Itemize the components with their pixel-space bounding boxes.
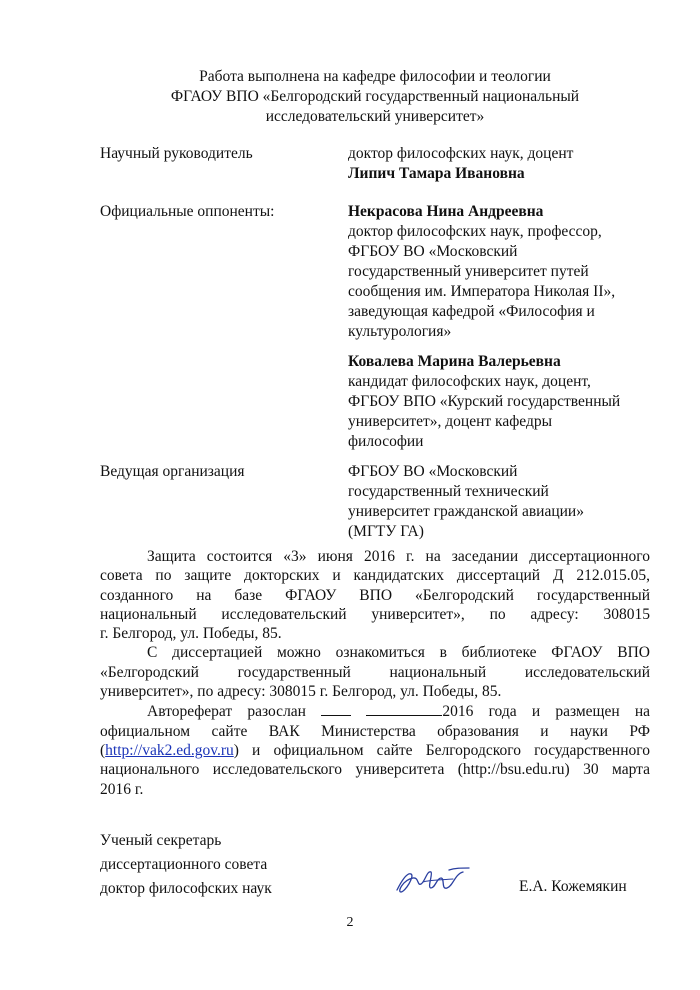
secretary-title-line-3: доктор философских наук	[100, 880, 272, 897]
header-block	[100, 67, 650, 127]
date-blank-month	[366, 701, 442, 716]
leading-org-line: ФГБОУ ВО «Московский	[348, 463, 518, 480]
defense-line: г. Белгород, ул. Победы, 85.	[100, 625, 282, 643]
opponents-label: Официальные оппоненты:	[100, 203, 275, 220]
opponent-second-line: университет», доцент кафедры	[348, 413, 552, 430]
abstract-line-3-rest: ) и официальном сайте Белгородского государственного	[233, 741, 650, 759]
opponent-first-line: сообщения им. Императора Николая II»,	[348, 283, 616, 300]
library-line: «Белгородский государственный национальный исследовательский	[100, 663, 650, 681]
opponent-second-name: Ковалева Марина Валерьевна	[348, 353, 561, 370]
signature-block	[100, 829, 272, 901]
supervisor-value	[348, 144, 648, 184]
handwritten-signature	[393, 862, 473, 898]
opponent-second-line: ФГБОУ ВПО «Курский государственный	[348, 393, 621, 410]
opponent-first-line: культурология»	[348, 323, 452, 340]
header-line-2: ФГАОУ ВПО «Белгородский государственный национальный	[170, 88, 580, 105]
supervisor-degree: доктор философских наук, доцент	[348, 145, 574, 162]
defense-line: национальный исследовательский университет», по адресу: 308015	[100, 605, 650, 623]
body-text	[100, 547, 650, 799]
leading-org-value	[348, 462, 648, 542]
leading-org-line: (МГТУ ГА)	[348, 523, 424, 540]
vak-link[interactable]: http://vak2.ed.gov.ru	[105, 741, 234, 759]
opponent-second-line: философии	[348, 433, 424, 450]
signer-name: Е.А. Кожемякин	[519, 878, 627, 895]
abstract-year-text: 2016 года и размещен на	[442, 703, 651, 721]
abstract-line-5: 2016 г.	[100, 780, 144, 798]
leading-org-line: университет гражданской авиации»	[348, 503, 584, 520]
opponent-first-line: государственный университет путей	[348, 263, 589, 280]
opponent-first-line: заведующая кафедрой «Философия и	[348, 303, 595, 320]
opponent-second	[348, 352, 648, 452]
library-line: университет», по адресу: 308015 г. Белгород, ул. Победы, 85.	[100, 683, 502, 701]
header-line-3: исследовательский университет»	[265, 108, 485, 125]
defense-paragraph	[100, 547, 650, 643]
abstract-paren-open: (	[100, 741, 106, 759]
abstract-line-4: национального исследовательского университета (http://bsu.edu.ru) 30 марта	[100, 761, 650, 779]
abstract-line-1	[100, 701, 650, 721]
abstract-paragraph	[100, 701, 650, 798]
date-blank-day	[321, 701, 351, 716]
opponent-first-line: ФГБОУ ВО «Московский	[348, 243, 518, 260]
supervisor-name: Липич Тамара Ивановна	[348, 165, 525, 182]
page-number: 2	[346, 915, 354, 930]
secretary-title-line-2: диссертационного совета	[100, 856, 268, 873]
supervisor-label: Научный руководитель	[100, 145, 253, 162]
opponent-second-line: кандидат философских наук, доцент,	[348, 373, 591, 390]
opponent-first	[348, 202, 648, 342]
defense-line: созданного на базе ФГАОУ ВПО «Белгородский государственный	[100, 586, 650, 604]
secretary-title-line-1: Ученый секретарь	[100, 832, 222, 849]
library-paragraph	[100, 643, 650, 701]
abstract-sent-label: Автореферат разослан	[147, 703, 306, 721]
library-line: С диссертацией можно ознакомиться в библиотеке ФГАОУ ВПО	[147, 644, 650, 662]
opponent-first-name: Некрасова Нина Андреевна	[348, 203, 544, 220]
opponent-first-line: доктор философских наук, профессор,	[348, 223, 602, 240]
defense-line: совета по защите докторских и кандидатских диссертаций Д 212.015.05,	[100, 567, 650, 585]
header-line-1: Работа выполнена на кафедре философии и теологии	[199, 68, 551, 85]
abstract-line-3	[100, 741, 650, 760]
leading-org-label: Ведущая организация	[100, 463, 245, 480]
abstract-line-2: официальном сайте ВАК Министерства образования и науки РФ	[100, 722, 650, 740]
defense-line: Защита состоится «3» июня 2016 г. на заседании диссертационного	[147, 548, 650, 565]
leading-org-line: государственный технический	[348, 483, 549, 500]
